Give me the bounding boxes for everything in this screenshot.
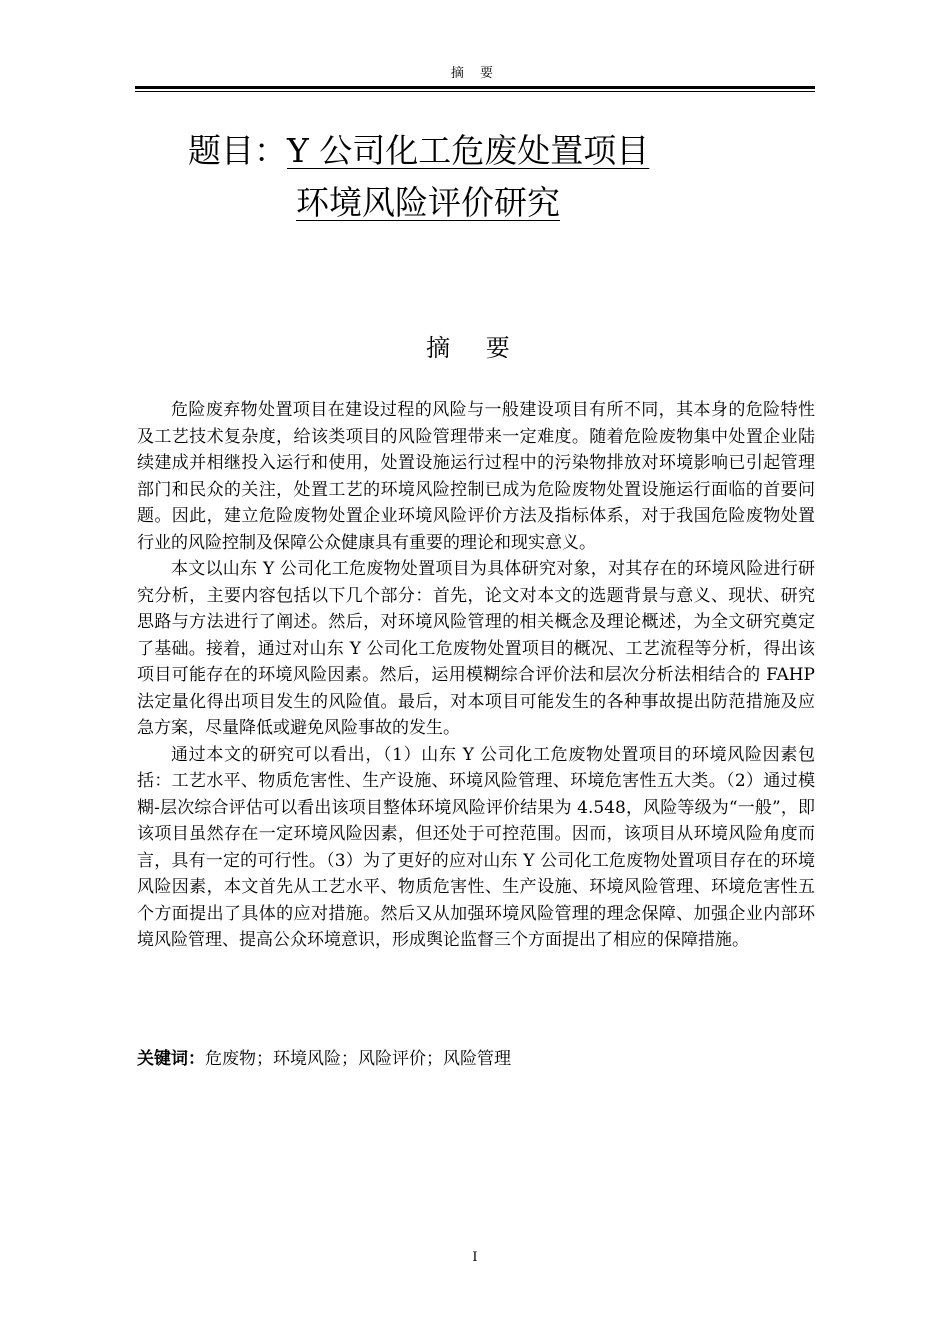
- title-line-1: [188, 128, 649, 173]
- abstract-body: [137, 397, 815, 954]
- abstract-paragraph-1: 危险废弃物处置项目在建设过程的风险与一般建设项目有所不同，其本身的危险特性及工艺技术复杂度，给该类项目的风险管理带来一定难度。随着危险废物集中处置企业陆续建成并相继投入运行和使用，处置设施运行过程中的污染物排放对环境影响已引起管理部门和民众的关注，处置工艺的环境风险控制已成为危险废物处置设施运行面临的首要问题。因此，建立危险废物处置企业环境风险评价方法及指标体系，对于我国危险废物处置行业的风险控制及保障公众健康具有重要的理论和现实意义。: [137, 400, 815, 553]
- title-prefix: 题目：: [188, 131, 287, 170]
- running-header: 摘 要: [450, 66, 500, 81]
- keywords: [137, 1046, 815, 1072]
- keywords-text: 危废物；环境风险；风险评价；风险管理: [205, 1049, 511, 1069]
- title-line-2: [296, 180, 560, 225]
- header-rule-thin: [135, 91, 815, 92]
- page-number: I: [472, 1250, 478, 1265]
- abstract-paragraph-2: 本文以山东 Y 公司化工危废物处置项目为具体研究对象，对其存在的环境风险进行研究分析，主要内容包括以下几个部分：首先，论文对本文的选题背景与意义、现状、研究思路与方法进行了阐述。然后，对环境风险管理的相关概念及理论概述，为全文研究奠定了基础。接着，通过对山东 Y 公司化工危废物处置项目的概况、工艺流程等分析，得出该项目可能存在的环境风险因素。然后，运用模糊综合评价法和层次分析法相结合的 FAHP 法定量化得出项目发生的风险值。最后，对本项目可能发生的各种事故提出防范措施及应急方案，尽量降低或避免风险事故的发生。: [137, 559, 815, 738]
- title-text-line-1: Y 公司化工危废处置项目: [287, 131, 650, 170]
- abstract-heading: 摘 要: [426, 334, 524, 362]
- header-rule: [135, 86, 815, 89]
- keywords-label: 关键词：: [137, 1049, 205, 1069]
- title-text-line-2: 环境风险评价研究: [296, 183, 560, 222]
- abstract-paragraph-3: 通过本文的研究可以看出，（1）山东 Y 公司化工危废物处置项目的环境风险因素包括：工艺水平、物质危害性、生产设施、环境风险管理、环境危害性五大类。（2）通过模糊-层次综合评估可以看出该项目整体环境风险评价结果为 4.548，风险等级为“一般”，即该项目虽然存在一定环境风险因素，但还处于可控范围。因而，该项目从环境风险角度而言，具有一定的可行性。（3）为了更好的应对山东 Y 公司化工危废物处置项目存在的环境风险因素，本文首先从工艺水平、物质危害性、生产设施、环境风险管理、环境危害性五个方面提出了具体的应对措施。然后又从加强环境风险管理的理念保障、加强企业内部环境风险管理、提高公众环境意识，形成舆论监督三个方面提出了相应的保障措施。: [137, 744, 815, 950]
